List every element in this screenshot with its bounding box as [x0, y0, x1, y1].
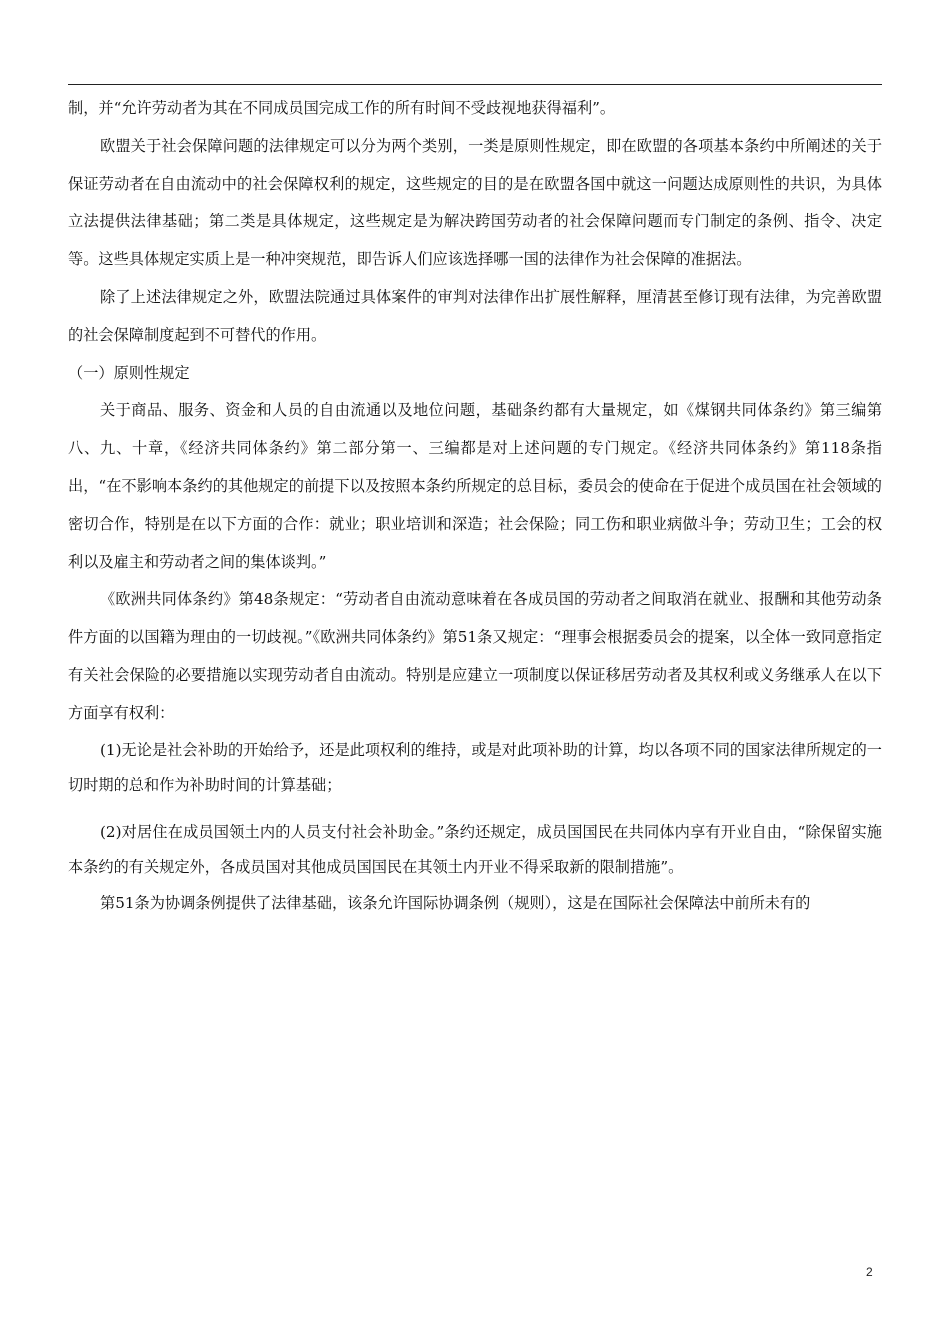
paragraph-item-1: (1)无论是社会补助的开始给予，还是此项权利的维持，或是对此项补助的计算，均以各项不同的国家法律所规定的一切时期的总和作为补助时间的计算基础； [68, 740, 882, 794]
section-heading-principles: （一）原则性规定 [68, 363, 190, 382]
header-divider [68, 84, 882, 85]
body-text [68, 90, 882, 922]
paragraph-article-51-basis: 第51条为协调条例提供了法律基础，该条允许国际协调条例（规则），这是在国际社会保障法中前所未有的 [100, 893, 811, 912]
paragraph-legal-categories: 欧盟关于社会保障问题的法律规定可以分为两个类别，一类是原则性规定，即在欧盟的各项基本条约中所阐述的关于保证劳动者在自由流动中的社会保障权利的规定，这些规定的目的是在欧盟各国中就这一问题达成原则性的共识，为具体立法提供法律基础；第二类是具体规定，这些规定是为解决跨国劳动者的社会保障问题而专门制定的条例、指令、决定等。这些具体规定实质上是一种冲突规范，即告诉人们应该选择哪一国的法律作为社会保障的准据法。 [68, 136, 882, 269]
paragraph-article-48-51: 《欧洲共同体条约》第48条规定：“劳动者自由流动意味着在各成员国的劳动者之间取消在就业、报酬和其他劳动条件方面的以国籍为理由的一切歧视。”《欧洲共同体条约》第51条又规定：“理事会根据委员会的提案，以全体一致同意指定有关社会保险的必要措施以实现劳动者自由流动。特别是应建立一项制度以保证移居劳动者及其权利或义务继承人在以下方面享有权利： [68, 590, 882, 722]
paragraph-court-role: 除了上述法律规定之外，欧盟法院通过具体案件的审判对法律作出扩展性解释，厘清甚至修订现有法律，为完善欧盟的社会保障制度起到不可替代的作用。 [68, 287, 882, 344]
paragraph-continuation: 制，并“允许劳动者为其在不同成员国完成工作的所有时间不受歧视地获得福利”。 [68, 99, 616, 117]
paragraph-treaty-provisions: 关于商品、服务、资金和人员的自由流通以及地位问题，基础条约都有大量规定，如《煤钢共同体条约》第三编第八、九、十章，《经济共同体条约》第二部分第一、三编都是对上述问题的专门规定。《经济共同体条约》第118条指出，“在不影响本条约的其他规定的前提下以及按照本条约所规定的总目标，委员会的使命在于促进个成员国在社会领域的密切合作，特别是在以下方面的合作：就业；职业培训和深造；社会保险；同工伤和职业病做斗争；劳动卫生；工会的权利以及雇主和劳动者之间的集体谈判。” [68, 401, 882, 571]
paragraph-item-2: (2)对居住在成员国领土内的人员支付社会补助金。”条约还规定，成员国国民在共同体内享有开业自由，“除保留实施本条约的有关规定外，各成员国对其他成员国国民在其领土内开业不得采取新的限制措施”。 [68, 822, 882, 876]
page-number: 2 [866, 1265, 873, 1279]
